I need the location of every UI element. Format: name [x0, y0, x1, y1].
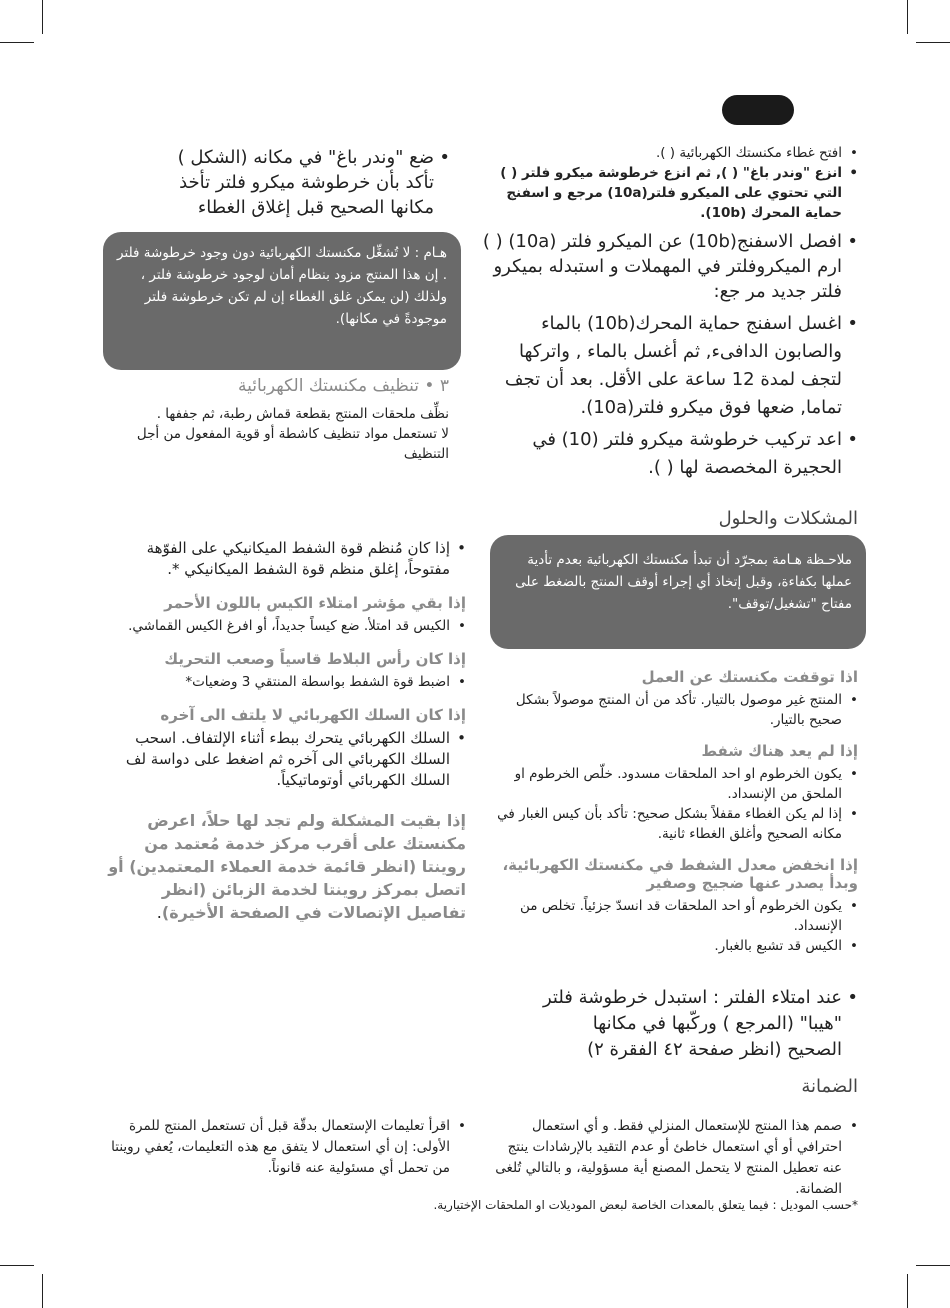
bag-instruction	[160, 145, 450, 220]
problem-low-suction	[486, 856, 858, 956]
problem-solution: • يكون الخرطوم أو احد الملحقات قد انسدّ جزئياً. تخلص من الإنسداد.	[486, 896, 858, 936]
problem-solution: • المنتج غير موصول بالتيار. تأكد من أن المنتج موصولاً بشكل صحيح بالتيار.	[486, 690, 858, 730]
warranty-title: الضمانة	[801, 1076, 858, 1097]
problem-hard-nozzle	[98, 650, 466, 692]
service-center-text	[98, 809, 466, 924]
problem-solution: • اضبط قوة الشفط بواسطة المنتقي 3 وضعيات*	[98, 672, 466, 692]
problem-solution: • السلك الكهربائي يتحرك ببطء أثناء الإلتفاف. اسحب السلك الكهربائي الى آخره ثم اضغط على دواسة لف السلك الكهربائي أوتوماتيكياً.	[98, 728, 466, 791]
suction-regulator-item: • إذا كان مُنظم قوة الشفط الميكانيكي على الفوّهة مفتوحاً، إغلق منظم قوة الشفط الميكانيكي *.	[98, 538, 466, 580]
warranty-left	[98, 1116, 466, 1179]
warranty-right	[486, 1116, 858, 1200]
crop-mark	[916, 1265, 950, 1266]
crop-mark	[0, 42, 34, 43]
hepa-replace: • عند امتلاء الفلتر : استبدل خرطوشة فلتر "هيبا" (المرجع ) وركّبها في مكانها الصحيح (انظر صفحة ٤٢ الفقرة ٢)	[540, 985, 858, 1063]
problem-heading: إذا انخفض معدل الشفط في مكنستك الكهربائية، وبدأ يصدر عنها ضجيج وصفير	[502, 856, 858, 892]
problems-right-column	[486, 668, 858, 956]
warranty-text: • صمم هذا المنتج للإستعمال المنزلي فقط. و أي استعمال احترافي أو أي استعمال خاطئ أو عدم التقيد بالإرشادات ينتج عنه تعطيل المنتج لا يتحمل المصنع أية مسؤولية، و بالتالي تُلغى الضمانة.	[486, 1116, 858, 1200]
language-tab	[722, 95, 794, 125]
problem-red-indicator	[98, 594, 466, 636]
cleaning-line-2: لا تستعمل مواد تنظيف كاشطة أو قوية المفعول من أجل التنظيف	[136, 426, 449, 462]
crop-mark	[42, 1274, 43, 1308]
step-separate-foam: • افصل الاسفنج(10b) عن الميكرو فلتر (10a) ( ) ارم الميكروفلتر في المهملات و استبدله بميكرو فلتر جديد مر جع:	[478, 229, 858, 304]
problems-title: المشكلات والحلول	[718, 508, 858, 529]
service-center-bold: إذا بقيت المشكلة ولم تجد لها حلاً، اعرض مكنستك على أقرب مركز خدمة مُعتمد من روينتا (انظر قائمة خدمة العملاء المعتمدين) أو اتصل بمركز روينتا لخدمة الزبائن (انظر تفاصيل الإتصالات في الصفحة الأخيرة)	[108, 811, 466, 922]
crop-mark	[907, 0, 908, 34]
service-center-tail: .	[156, 903, 162, 922]
important-note-problems	[490, 535, 866, 649]
problem-heading: إذا كان السلك الكهربائي لا يلتف الى آخره	[160, 706, 466, 724]
important-note	[103, 232, 461, 370]
problem-heading: إذا بقي مؤشر امتلاء الكيس باللون الأحمر	[164, 594, 466, 612]
step-reinstall: • اعد تركيب خرطوشة ميكرو فلتر (10) في الحجيرة المخصصة لها ( ).	[478, 426, 858, 482]
footnote: *حسب الموديل : فيما يتعلق بالمعدات الخاصة لبعض الموديلات او الملحقات الإختيارية.	[433, 1198, 858, 1212]
step-remove-bag: • انزع "وندر باغ" ( ), ثم انزع خرطوشة ميكرو فلتر ( ) التي تحتوي على الميكرو فلتر(10a) مرجع و اسفنج حماية المحرك (10b).	[478, 163, 858, 223]
problem-solution: • الكيس قد امتلأ. ضع كيساً جديداً، أو افرغ الكيس القماشي.	[98, 616, 466, 636]
crop-mark	[916, 42, 950, 43]
problem-solution: • إذا لم يكن الغطاء مقفلاً بشكل صحيح: تأكد بأن كيس الغبار في مكانه الصحيح وأغلق الغطاء ثانية.	[486, 804, 858, 844]
step-place-bag: • ضع "وندر باغ" في مكانه (الشكل ) تأكد بأن خرطوشة ميكرو فلتر تأخذ مكانها الصحيح قبل إغلاق الغطاء	[160, 145, 450, 220]
important-note-text: هـام : لا تُشغِّل مكنستك الكهربائية دون وجود خرطوشة فلتر . إن هذا المنتج مزود بنظام أمان لوجود خرطوشة فلتر ، ولذلك (لن يمكن غلق الغطاء إن لم تكن خرطوشة فلتر موجودةً في مكانها).	[117, 245, 447, 327]
crop-mark	[42, 0, 43, 34]
crop-mark	[0, 1265, 34, 1266]
cleaning-section	[104, 376, 449, 464]
step-open-cover: • افتح غطاء مكنستك الكهربائية ( ).	[478, 143, 858, 163]
problems-note-text: ملاحـظة هـامة بمجرّد أن تبدأ مكنستك الكهربائية بعدم تأدية عملها بكفاءة، وقبل إتخاذ أي إجراء أوقف المنتج بالضغط على مفتاح "تشغيل/توقف".	[515, 552, 852, 612]
problem-heading: إذا كان رأس البلاط قاسياً وصعب التحريك	[164, 650, 466, 668]
step-wash-foam: • اغسل اسفنج حماية المحرك(10b) بالماء والصابون الدافىء, ثم أغسل بالماء , واتركها لتجف لمدة 12 ساعة على الأقل. بعد أن تجف تماما, ضعها فوق ميكرو فلتر(10a).	[478, 310, 858, 422]
problem-solution: • يكون الخرطوم او احد الملحقات مسدود. خلّص الخرطوم او الملحق من الإنسداد.	[486, 764, 858, 804]
problems-left-column	[98, 538, 466, 924]
instructions-text: • اقرأ تعليمات الإستعمال بدقّة قبل أن تستعمل المنتج للمرة الأولى: إن أي استعمال لا يتفق مع هذه التعليمات، يُعفي روينتا من تحمل أي مسئولية عنه قانوناً.	[98, 1116, 466, 1179]
cleaning-title: ٣ • تنظيف مكنستك الكهربائية	[238, 376, 449, 396]
problem-solution: • الكيس قد تشبع بالغبار.	[486, 936, 858, 956]
hepa-instruction	[540, 985, 858, 1063]
filter-steps	[478, 143, 858, 482]
problem-heading: اذا توقفت مكنستك عن العمل	[641, 668, 858, 686]
problem-not-working	[486, 668, 858, 730]
problem-cord-rewind	[98, 706, 466, 791]
cleaning-line-1: نظِّف ملحقات المنتج بقطعة قماش رطبة، ثم جففها .	[156, 406, 449, 422]
crop-mark	[907, 1274, 908, 1308]
problem-heading: إذا لم يعد هناك شفط	[701, 742, 858, 760]
problem-no-suction	[486, 742, 858, 844]
